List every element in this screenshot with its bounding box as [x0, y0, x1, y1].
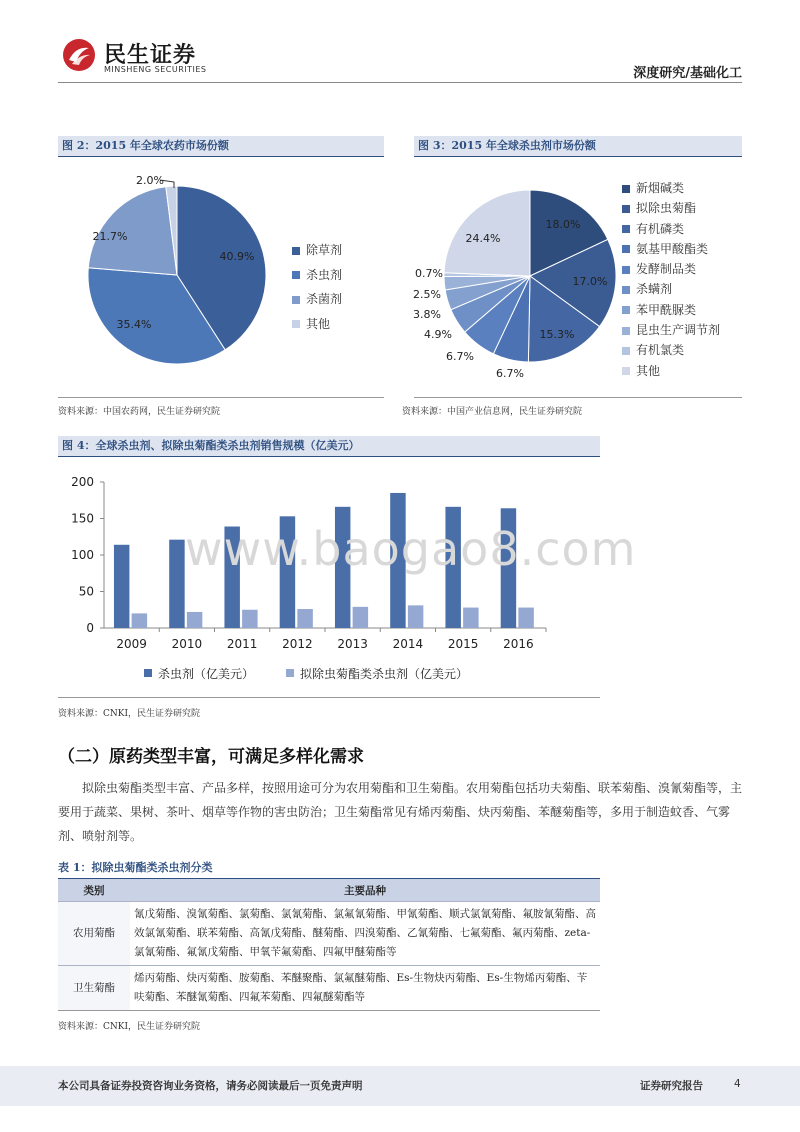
x-tick-label: 2014 — [392, 637, 424, 651]
figure-3-title: 图 3：2015 年全球杀虫剂市场份额 — [414, 136, 742, 156]
pie-data-label: 6.7% — [496, 367, 524, 380]
legend-swatch — [292, 271, 300, 279]
table-row — [58, 966, 600, 1011]
table-1-grid — [58, 879, 600, 1010]
bar-pyrethroid — [463, 608, 478, 628]
legend-item — [292, 238, 342, 263]
pie-data-label: 6.7% — [446, 350, 474, 363]
table-cell-items: 氰戊菊酯、溴氰菊酯、氯菊酯、氯氰菊酯、氯氟氰菊酯、甲氰菊酯、顺式氯氰菊酯、氟胺氰菊酯、高效氯氰菊酯、联苯菊酯、高氰戊菊酯、醚菊酯、四溴菊酯、乙氰菊酯、七氟菊酯、氟丙菊酯、zeta-氯氰菊酯、氟氰戊菊酯、甲氧苄氟菊酯、四氟甲醚菊酯等 — [130, 902, 600, 966]
legend-label: 昆虫生产调节剂 — [636, 323, 721, 338]
x-tick-label: 2010 — [171, 637, 203, 651]
section-heading: （二）原药类型丰富，可满足多样化需求 — [58, 747, 364, 767]
brand-logo-icon — [62, 38, 96, 72]
bar-pyrethroid — [408, 605, 423, 628]
brand-name-en: MINSHENG SECURITIES — [104, 65, 207, 74]
legend-swatch — [144, 669, 152, 677]
pie-data-label: 15.3% — [539, 328, 575, 341]
pie-data-label: 18.0% — [545, 218, 581, 231]
figure-2-top-rule — [58, 156, 384, 157]
bar-pyrethroid — [297, 609, 312, 628]
pie-data-label: 21.7% — [92, 230, 128, 243]
legend-swatch — [622, 367, 630, 375]
figure-4-source: 资料来源：CNKI，民生证券研究院 — [58, 709, 201, 719]
pie-data-label: 0.7% — [415, 267, 443, 280]
legend-swatch — [622, 306, 630, 314]
legend-swatch — [622, 266, 630, 274]
legend-label: 氨基甲酸酯类 — [636, 241, 709, 256]
table-1 — [58, 858, 600, 1032]
legend-item — [292, 312, 342, 337]
legend-label: 除草剂 — [306, 243, 343, 257]
legend-label: 新烟碱类 — [636, 181, 685, 195]
legend-item — [622, 259, 720, 279]
bar-pyrethroid — [187, 612, 202, 628]
pie-data-label: 24.4% — [465, 232, 501, 245]
pie-data-label: 17.0% — [572, 275, 608, 288]
figure-2-title: 图 2：2015 年全球农药市场份额 — [58, 136, 384, 156]
table-cell-category: 农用菊酯 — [58, 902, 130, 966]
legend-swatch — [622, 347, 630, 355]
bar-insecticide — [114, 545, 129, 628]
pie-data-label: 3.8% — [413, 308, 441, 321]
legend-label: 杀虫剂 — [306, 267, 343, 282]
bar-pyrethroid — [242, 610, 257, 628]
legend-item — [622, 361, 720, 381]
figure-4 — [58, 436, 600, 457]
legend-item — [292, 263, 342, 288]
legend-swatch — [292, 247, 300, 255]
legend-label: 苯甲酰脲类 — [636, 302, 697, 317]
pie-data-label: 4.9% — [424, 328, 452, 341]
figure-3-bottom-rule — [414, 397, 742, 398]
figure-4-bar-chart — [58, 460, 600, 698]
legend-swatch — [286, 669, 294, 677]
legend-swatch — [622, 205, 630, 213]
table-1-title: 表 1：拟除虫菊酯类杀虫剂分类 — [58, 861, 213, 874]
legend-item — [622, 300, 720, 320]
x-tick-label: 2012 — [282, 637, 313, 651]
legend-label: 杀虫剂（亿美元） — [158, 667, 255, 681]
legend-item — [622, 340, 720, 360]
header-divider — [58, 82, 742, 83]
y-tick-label: 200 — [71, 475, 94, 489]
legend-item — [622, 320, 720, 340]
y-tick-label: 100 — [71, 548, 94, 562]
page-number: 4 — [734, 1078, 741, 1090]
figure-2-bottom-rule — [58, 397, 384, 398]
bar-pyrethroid — [353, 607, 368, 628]
table-cell-category: 卫生菊酯 — [58, 966, 130, 1011]
y-tick-label: 0 — [86, 621, 94, 635]
x-tick-label: 2015 — [447, 637, 479, 651]
figure-2-legend — [292, 238, 342, 336]
figure-3-top-rule — [414, 156, 742, 157]
x-tick-label: 2016 — [503, 637, 534, 651]
table-1-bottom-rule — [58, 1010, 600, 1011]
legend-label: 有机氯类 — [636, 343, 685, 358]
figure-3 — [414, 136, 742, 157]
watermark: www.baogao8.com — [185, 522, 637, 576]
legend-item — [622, 239, 720, 259]
pie-data-label: 40.9% — [219, 250, 255, 263]
legend-swatch — [622, 327, 630, 335]
figure-3-source: 资料来源：中国产业信息网，民生证券研究院 — [402, 407, 583, 417]
legend-item — [622, 219, 720, 239]
x-tick-label: 2013 — [337, 637, 368, 651]
y-tick-label: 150 — [71, 511, 94, 526]
legend-swatch — [622, 286, 630, 294]
legend-item — [292, 287, 342, 312]
legend-label: 拟除虫菊酯类杀虫剂（亿美元） — [300, 667, 469, 681]
pie-data-label: 35.4% — [116, 318, 152, 331]
pie-data-label: 2.0% — [136, 174, 164, 187]
legend-label: 发酵制品类 — [636, 262, 697, 277]
figure-3-pie-chart — [400, 160, 620, 392]
legend-label: 杀螨剂 — [636, 282, 673, 297]
legend-swatch — [292, 320, 300, 328]
legend-label: 拟除虫菊酯 — [636, 201, 697, 216]
legend-label: 其他 — [636, 363, 661, 378]
bar-insecticide — [169, 540, 184, 628]
table-1-header-category: 类别 — [58, 879, 130, 902]
pie-data-label: 2.5% — [413, 288, 441, 301]
legend-label: 其他 — [306, 316, 331, 331]
figure-3-legend — [622, 178, 720, 381]
report-section: 深度研究/基础化工 — [633, 66, 742, 81]
legend-swatch — [622, 185, 630, 193]
legend-swatch — [622, 245, 630, 253]
legend-item — [622, 279, 720, 299]
legend-label: 有机磷类 — [636, 221, 685, 236]
figure-2 — [58, 136, 384, 157]
y-tick-label: 50 — [78, 584, 94, 599]
figure-4-top-rule — [58, 456, 600, 457]
table-1-source: 资料来源：CNKI，民生证券研究院 — [58, 1022, 201, 1032]
x-tick-label: 2011 — [226, 637, 258, 651]
table-cell-items: 烯丙菊酯、炔丙菊酯、胺菊酯、苯醚聚酯、氯氟醚菊酯、Es-生物炔丙菊酯、Es-生物烯丙菊酯、苄呋菊酯、苯醚氰菊酯、四氟苯菊酯、四氟醚菊酯等 — [130, 966, 600, 1011]
legend-item — [622, 178, 720, 198]
legend-swatch — [292, 296, 300, 304]
footer-report-type: 证券研究报告 — [640, 1080, 703, 1092]
brand-name-cn: 民生证券 — [104, 43, 197, 68]
figure-4-bottom-rule — [58, 697, 600, 698]
footer-disclaimer: 本公司具备证券投资咨询业务资格，请务必阅读最后一页免责声明 — [58, 1080, 363, 1092]
x-tick-label: 2009 — [116, 637, 147, 651]
legend-swatch — [622, 225, 630, 233]
legend-item — [622, 198, 720, 218]
table-row — [58, 902, 600, 966]
figure-4-title: 图 4：全球杀虫剂、拟除虫菊酯类杀虫剂销售规模（亿美元） — [58, 436, 600, 456]
table-1-header-items: 主要品种 — [130, 879, 600, 902]
legend-label: 杀菌剂 — [306, 292, 343, 306]
bar-pyrethroid — [132, 613, 147, 628]
figure-2-source: 资料来源：中国农药网，民生证券研究院 — [58, 407, 221, 417]
body-paragraph: 拟除虫菊酯类型丰富、产品多样，按照用途可分为农用菊酯和卫生菊酯。农用菊酯包括功夫菊酯、联苯菊酯、溴氰菊酯等，主要用于蔬菜、果树、茶叶、烟草等作物的害虫防治；卫生菊酯常见有烯丙菊酯、炔丙菊酯、苯醚菊酯等，多用于制造蚊香、气雾剂、喷射剂等。 — [58, 781, 743, 843]
bar-pyrethroid — [518, 608, 533, 628]
